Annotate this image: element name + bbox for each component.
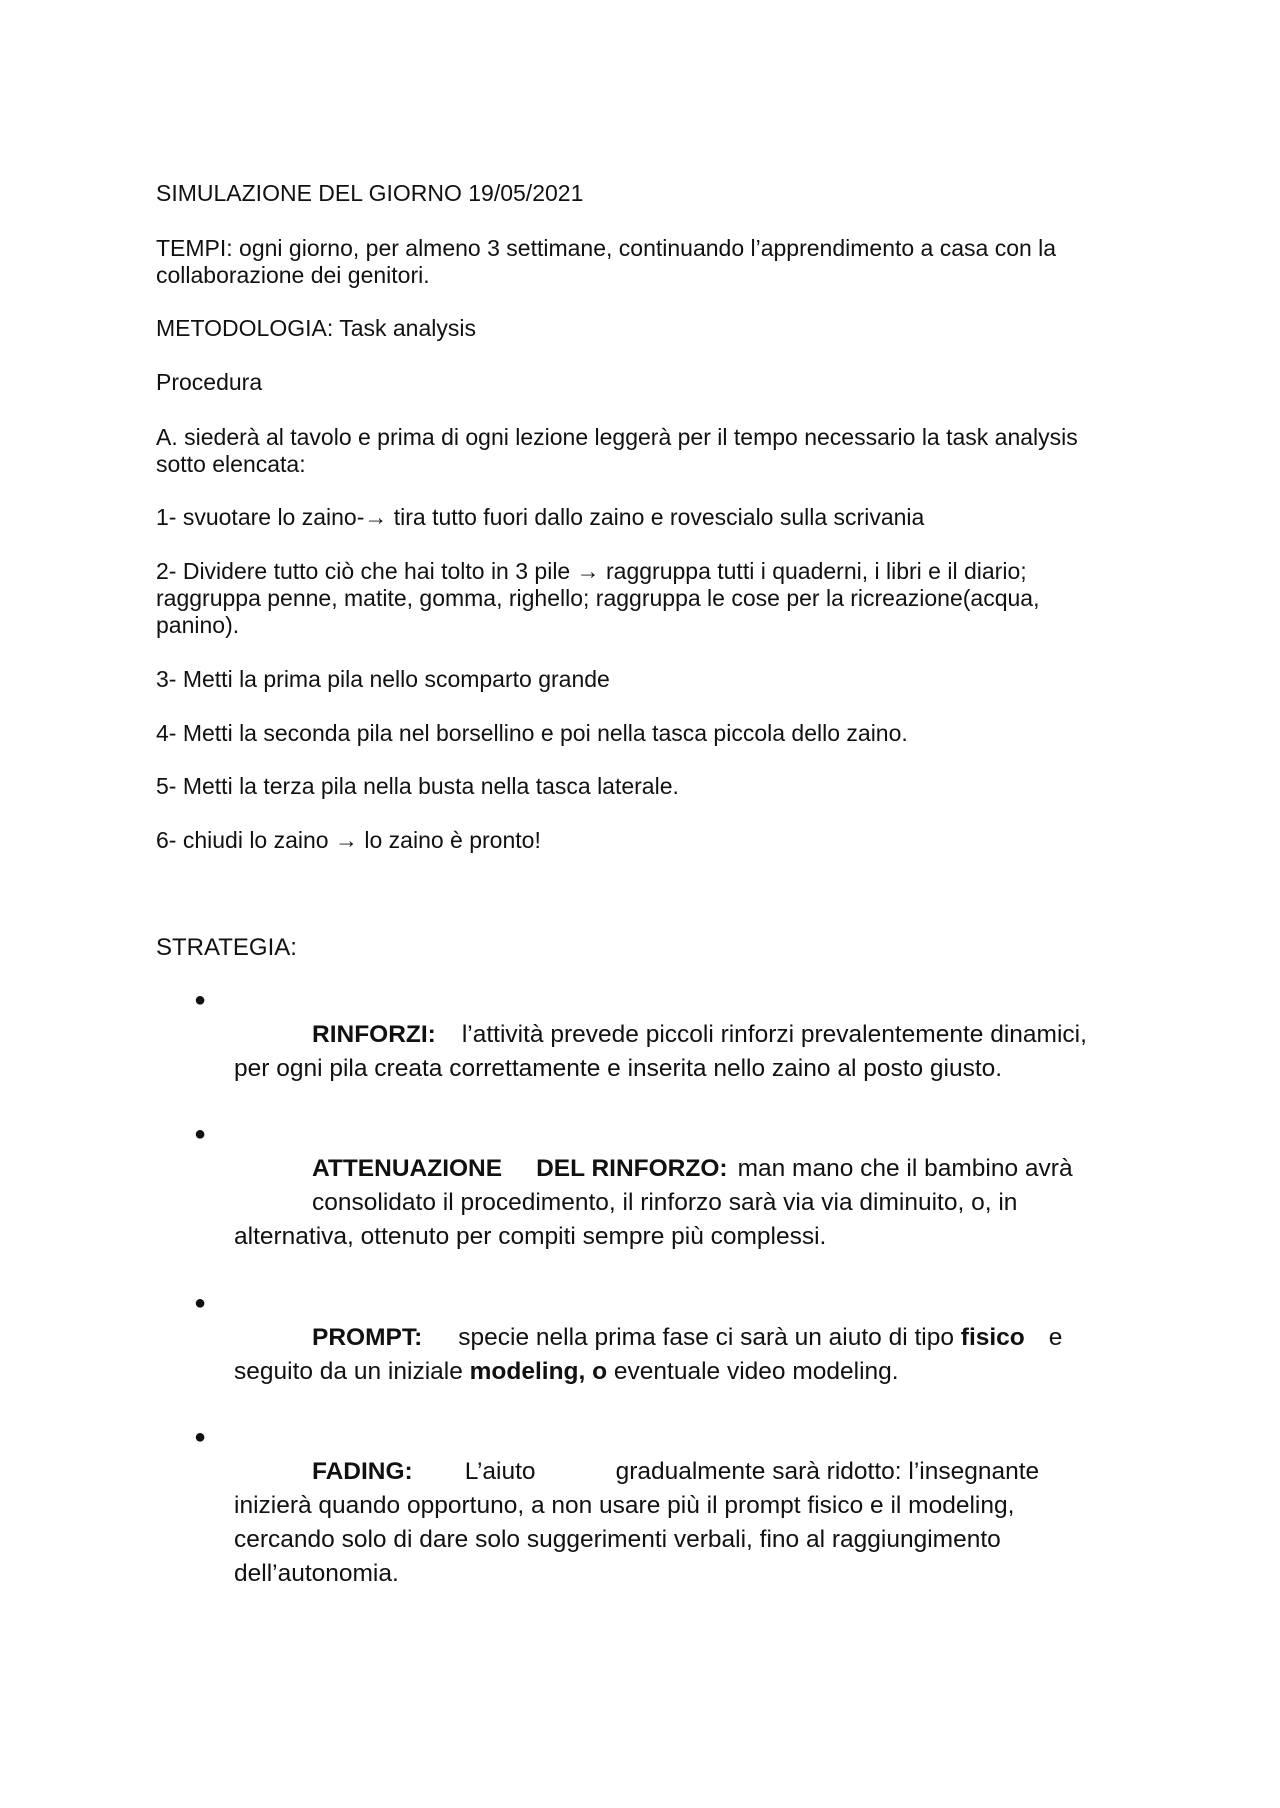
bullet-icon: ● <box>194 1123 207 1145</box>
prompt-text-1a: specie nella prima fase ci sarà un aiuto di tipo <box>458 1324 954 1351</box>
bullet-icon: ● <box>194 1292 207 1314</box>
metodologia-line: METODOLOGIA: Task analysis <box>156 315 476 341</box>
step-2-line-1: 2- Dividere tutto ciò che hai tolto in 3 pile → raggruppa tutti i quaderni, i libri e il diario; <box>156 558 1027 584</box>
fading-line-4: dell’autonomia. <box>234 1560 399 1587</box>
fading-text-1a: L’aiuto <box>464 1458 536 1485</box>
attenuazione-label-1: ATTENUAZIONE <box>312 1155 503 1182</box>
rinforzi-label: RINFORZI: <box>312 1021 436 1048</box>
prompt-text-1c: e <box>1048 1324 1063 1351</box>
prompt-text-2b: modeling, o <box>469 1358 608 1385</box>
fading-label: FADING: <box>312 1458 413 1485</box>
step-4: 4- Metti la seconda pila nel borsellino e poi nella tasca piccola dello zaino. <box>156 720 908 746</box>
fading-text-1b: gradualmente sarà ridotto: l’insegnante <box>615 1458 1040 1485</box>
tempi-line-1: TEMPI: ogni giorno, per almeno 3 settimane, continuando l’apprendimento a casa con la <box>156 235 1057 261</box>
procedura-heading: Procedura <box>156 369 263 395</box>
tempi-line-2: collaborazione dei genitori. <box>156 262 430 288</box>
attenuazione-line-3: alternativa, ottenuto per compiti sempre più complessi. <box>234 1223 827 1250</box>
step-6: 6- chiudi lo zaino → lo zaino è pronto! <box>156 827 541 853</box>
fading-line-3: cercando solo di dare solo suggerimenti verbali, fino al raggiungimento <box>234 1526 1001 1553</box>
fading-line-1 <box>312 1457 1039 1487</box>
prompt-text-2c: eventuale video modeling. <box>613 1358 899 1385</box>
bullet-icon: ● <box>194 989 207 1011</box>
attenuazione-text-1: man mano che il bambino avrà <box>737 1155 1073 1182</box>
intro-line-1: A. siederà al tavolo e prima di ogni lezione leggerà per il tempo necessario la task analysis <box>156 424 1078 450</box>
step-2-line-3: panino). <box>156 612 240 638</box>
attenuazione-label-2: DEL RINFORZO: <box>536 1155 728 1182</box>
strategia-heading: STRATEGIA: <box>156 934 297 961</box>
attenuazione-line-2: consolidato il procedimento, il rinforzo sarà via via diminuito, o, in <box>312 1189 1018 1216</box>
fading-line-2: inizierà quando opportuno, a non usare più il prompt fisico e il modeling, <box>234 1492 1015 1519</box>
prompt-text-1b: fisico <box>960 1324 1025 1351</box>
rinforzi-line-2: per ogni pila creata correttamente e inserita nello zaino al posto giusto. <box>234 1055 1003 1082</box>
prompt-label: PROMPT: <box>312 1324 423 1351</box>
step-3: 3- Metti la prima pila nello scomparto grande <box>156 666 610 692</box>
attenuazione-line-1 <box>312 1154 1073 1184</box>
rinforzi-line-1 <box>312 1020 1087 1050</box>
step-5: 5- Metti la terza pila nella busta nella tasca laterale. <box>156 773 679 799</box>
intro-line-2: sotto elencata: <box>156 451 306 477</box>
step-1: 1- svuotare lo zaino-→ tira tutto fuori dallo zaino e rovescialo sulla scrivania <box>156 504 925 530</box>
bullet-icon: ● <box>194 1426 207 1448</box>
prompt-line-2 <box>234 1357 899 1387</box>
document-title: SIMULAZIONE DEL GIORNO 19/05/2021 <box>156 180 584 206</box>
step-2-line-2: raggruppa penne, matite, gomma, righello; raggruppa le cose per la ricreazione(acqua, <box>156 585 1040 611</box>
prompt-text-2a: seguito da un iniziale <box>234 1358 463 1385</box>
rinforzi-text-1: l’attività prevede piccoli rinforzi prevalentemente dinamici, <box>461 1021 1087 1048</box>
prompt-line-1 <box>312 1323 1062 1353</box>
